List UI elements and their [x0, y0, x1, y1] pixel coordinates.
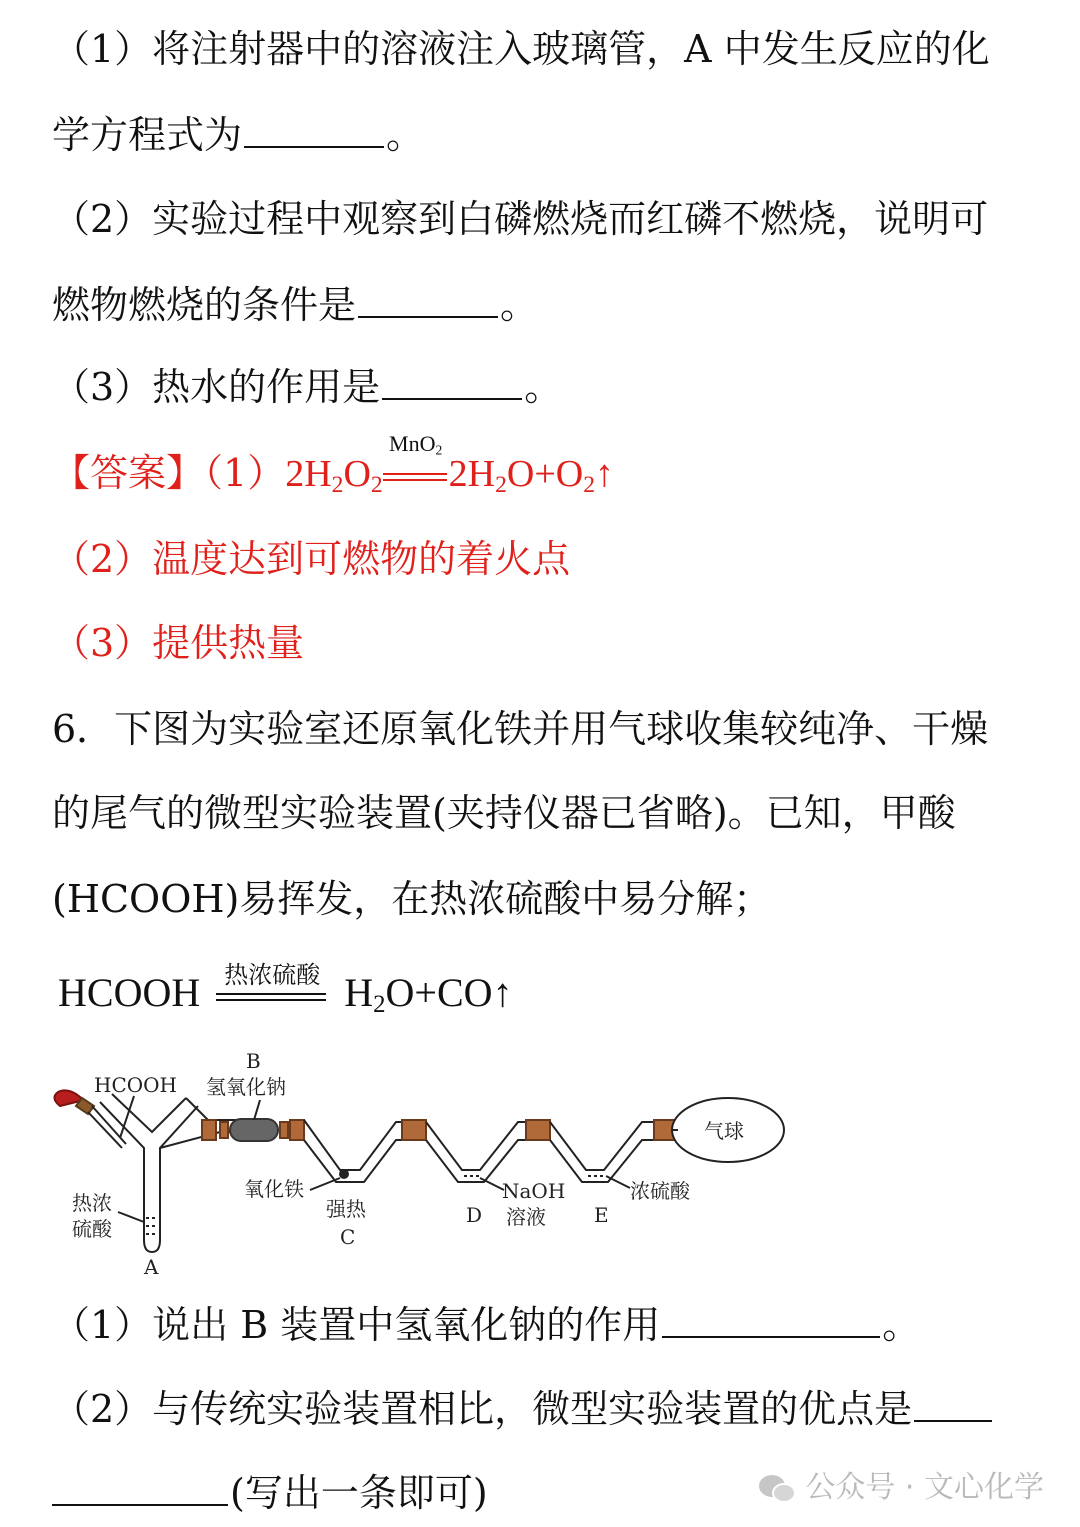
label-b: B	[246, 1049, 261, 1073]
label-d: D	[466, 1203, 483, 1227]
label-heat: 强热	[326, 1197, 366, 1221]
answer-label: 【答案】	[52, 451, 205, 495]
label-balloon: 气球	[704, 1119, 744, 1143]
answer-line1: 【答案】$(1)2H_2O_2$ MnO$_2$ $2H_2O+O_2↑$	[52, 431, 615, 498]
answer-blank[interactable]	[358, 314, 498, 318]
q5-part1-line2: 学方程式为 。	[52, 113, 425, 157]
q6-part2-line2: (写出一条即可)	[52, 1470, 488, 1516]
label-hcooh: HCOOH	[94, 1073, 177, 1097]
q6-intro-line1: 6．下图为实验室还原氧化铁并用气球收集较纯净、干燥	[52, 707, 989, 751]
label-naoh-1: NaOH	[502, 1179, 566, 1203]
q6-part2-line1: （2）与传统实验装置相比，微型实验装置的优点是	[52, 1386, 994, 1432]
label-e: E	[594, 1203, 609, 1227]
answer-equation: $2H_2O_2$ MnO$_2$ $2H_2O+O_2↑$	[285, 431, 615, 498]
q6-intro-line2: 的尾气的微型实验装置(夹持仪器已省略)。已知，甲酸	[52, 791, 956, 835]
wechat-icon	[757, 1473, 797, 1505]
q5-part2-line1: （2）实验过程中观察到白磷燃烧而红磷不燃烧，说明可	[52, 197, 989, 241]
answer-blank[interactable]	[52, 1502, 228, 1506]
q6-part1: （1）说出 B 装置中氢氧化钠的作用 。	[52, 1303, 921, 1347]
label-iron-oxide: 氧化铁	[244, 1177, 304, 1201]
answer-blank[interactable]	[914, 1418, 992, 1422]
watermark: 公众号 · 文心化学	[757, 1462, 1044, 1506]
answer-line3: （3）提供热量	[52, 621, 305, 665]
label-acid-1: 热浓	[72, 1191, 112, 1215]
label-conc-acid: 浓硫酸	[630, 1179, 690, 1203]
label-c: C	[340, 1225, 356, 1249]
answer-blank[interactable]	[382, 396, 522, 400]
label-naoh-b: 氢氧化钠	[206, 1075, 286, 1099]
q6-equation: HCOOH 热浓硫酸 $H_2O+CO↑$	[58, 961, 513, 1019]
answer-line2: （2）温度达到可燃物的着火点	[52, 537, 571, 581]
q5-part1-line1: （1）将注射器中的溶液注入玻璃管，A 中发生反应的化	[52, 27, 990, 71]
q6-intro-line3: (HCOOH)易挥发，在热浓硫酸中易分解；	[52, 877, 772, 921]
answer-blank[interactable]	[244, 144, 384, 148]
label-naoh-2: 溶液	[506, 1205, 546, 1229]
q5-part3: （3）热水的作用是 。	[52, 365, 563, 409]
q5-part2-line2: 燃物燃烧的条件是 。	[52, 283, 539, 327]
naoh-tube-b	[230, 1119, 278, 1141]
label-acid-2: 硫酸	[72, 1217, 112, 1241]
answer-blank[interactable]	[662, 1334, 880, 1338]
label-a: A	[144, 1255, 159, 1279]
apparatus-diagram	[40, 1040, 800, 1280]
